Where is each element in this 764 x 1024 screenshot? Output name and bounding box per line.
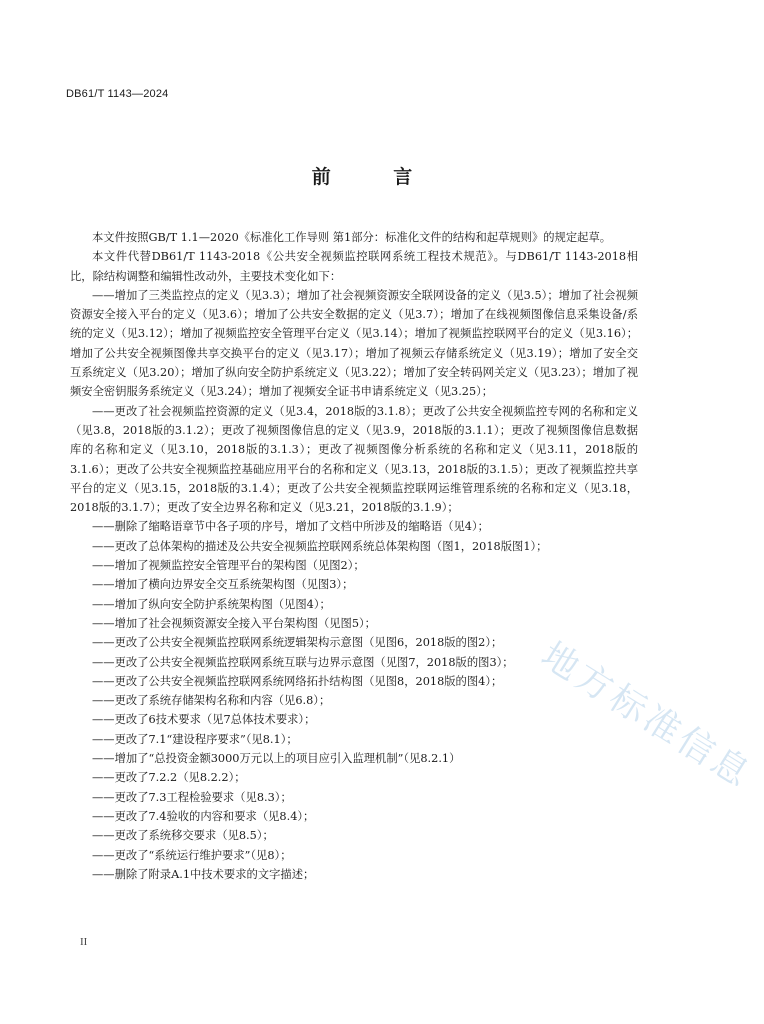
- list-item: ——更改了7.4验收的内容和要求（见8.4）；: [92, 809, 315, 823]
- list-item: ——更改了7.1“建设程序要求”（见8.1）；: [92, 732, 298, 746]
- list-item: ——更改了6技术要求（见7总体技术要求）；: [92, 713, 316, 727]
- list-item: ——更改了社会视频监控资源的定义（见3.4，2018版的3.1.8）；更改了公共安全视频监控专网的名称和定义（见3.8，2018版的3.1.2）；更改了视频图像信息的定义（见3.9，2018版的3.1.1）；更改了视频图像信息数据库的名称和定义（见3.10，2018版的3.1.3）；更改了视频图像分析系统的名称和定义（见3.11，2018版的3.1.6）；更改了公共安全视频监控基础应用平台的名称和定义（见3.13，2018版的3.1.5）；更改了视频监控共享平台的定义（见3.15，2018版的3.1.4）；更改了公共安全视频监控联网运维管理系统的名称和定义（见3.18，2018版的3.1.7）；更改了安全边界名称和定义（见3.21，2018版的3.1.9）；: [70, 404, 638, 515]
- list-item: ——增加了横向边界安全交互系统架构图（见图3）；: [92, 578, 354, 592]
- page-number: II: [80, 936, 88, 948]
- list-item: ——更改了7.2.2（见8.2.2）；: [92, 771, 246, 785]
- list-item: ——增加了纵向安全防护系统架构图（见图4）；: [92, 597, 331, 611]
- list-item: ——更改了公共安全视频监控联网系统互联与边界示意图（见图7，2018版的图3）；: [92, 655, 514, 669]
- intro-paragraph: 本文件按照GB/T 1.1—2020《标准化工作导则 第1部分：标准化文件的结构和起草规则》的规定起草。: [92, 231, 612, 244]
- list-item: ——更改了7.3工程检验要求（见8.3）；: [92, 790, 292, 804]
- list-item: ——更改了系统移交要求（见8.5）；: [92, 829, 274, 843]
- list-item: ——更改了公共安全视频监控联网系统网络拓扑结构图（见图8，2018版的图4）；: [92, 674, 503, 688]
- main-content: [70, 228, 638, 884]
- list-item: ——增加了视频监控安全管理平台的架构图（见图2）；: [92, 559, 365, 573]
- list-item: ——更改了系统存储架构名称和内容（见6.8）；: [92, 694, 331, 708]
- page-title: 前 言: [311, 166, 441, 188]
- watermark: 地方标准信息: [534, 634, 760, 797]
- list-item: ——增加了三类监控点的定义（见3.3）；增加了社会视频资源安全联网设备的定义（见3.5）；增加了社会视频资源安全接入平台的定义（见3.6）；增加了公共安全数据的定义（见3.7）；增加了在线视频图像信息采集设备/系统的定义（见3.12）；增加了视频监控安全管理平台定义（见3.14）；增加了视频监控联网平台的定义（见3.16）；增加了公共安全视频图像共享交换平台的定义（见3.17）；增加了视频云存储系统定义（见3.19）；增加了安全交互系统定义（见3.20）；增加了纵向安全防护系统定义（见3.22）；增加了安全转码网关定义（见3.23）；增加了视频安全密钥服务系统定义（见3.24）；增加了视频安全证书申请系统定义（见3.25）；: [70, 288, 638, 399]
- intro-paragraph: 本文件代替DB61/T 1143-2018《公共安全视频监控联网系统工程技术规范》。与DB61/T 1143-2018相比，除结构调整和编辑性改动外，主要技术变化如下：: [70, 250, 638, 283]
- list-item: ——增加了社会视频资源安全接入平台架构图（见图5）；: [92, 616, 376, 630]
- list-item: ——删除了附录A.1中技术要求的文字描述；: [92, 867, 315, 881]
- document-code: DB61/T 1143—2024: [66, 88, 169, 100]
- list-item: ——更改了公共安全视频监控联网系统逻辑架构示意图（见图6，2018版的图2）；: [92, 636, 503, 650]
- list-item: ——删除了缩略语章节中各子项的序号，增加了文档中所涉及的缩略语（见4）；: [92, 520, 489, 534]
- list-item: ——更改了总体架构的描述及公共安全视频监控联网系统总体架构图（图1，2018版图1）；: [92, 539, 548, 553]
- list-item: ——更改了“系统运行维护要求”（见8）；: [92, 848, 292, 862]
- list-item: ——增加了“总投资金额3000万元以上的项目应引入监理机制”（见8.2.1）: [92, 752, 461, 766]
